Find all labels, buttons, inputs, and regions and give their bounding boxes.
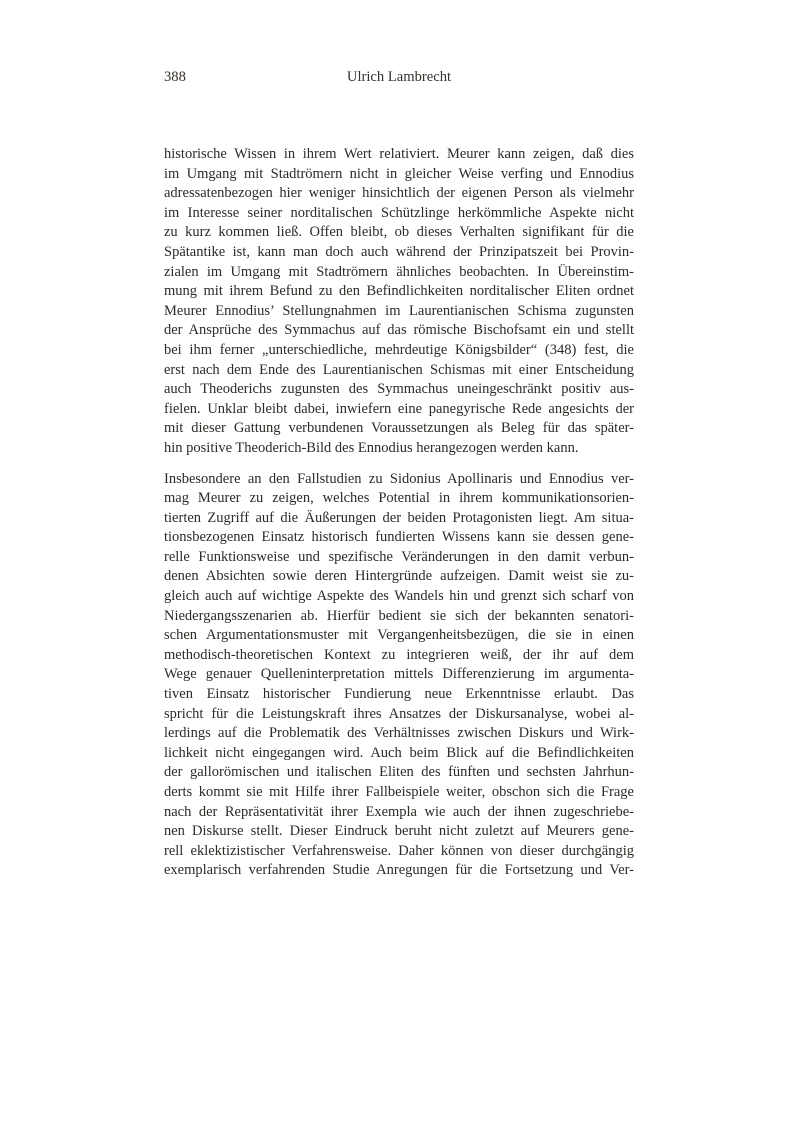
text-line: rell eklektizistischer Verfahrensweise. Daher können von dieser durchgängig [164,842,634,859]
text-line: tierten Zugriff auf die Äußerungen der beiden Protagonisten liegt. Am situa- [164,509,634,526]
text-line: exemplarisch verfahrenden Studie Anregungen für die Fortsetzung und Ver- [164,862,634,879]
text-line: tiven Einsatz historischer Fundierung neue Erkenntnisse erlaubt. Das [164,686,634,703]
text-line: erst nach dem Ende des Laurentianischen Schismas mit einer Entscheidung [164,361,634,378]
text-line: relle Funktionsweise und spezifische Veränderungen in den damit verbun- [164,548,634,565]
text-line: mag Meurer zu zeigen, welches Potential in ihrem kommunikationsorien- [164,490,634,507]
text-line: Insbesondere an den Fallstudien zu Sidonius Apollinaris und Ennodius ver- [164,470,634,487]
text-line: zu kurz kommen ließ. Offen bleibt, ob dieses Verhalten signifikant für die [164,224,634,241]
text-line: mung mit ihrem Befund zu den Befindlichkeiten norditalischer Eliten ordnet [164,283,634,300]
text-line: auch Theoderichs zugunsten des Symmachus uneingeschränkt positiv aus- [164,381,634,398]
text-line: derts kommt sie mit Hilfe ihrer Fallbeispiele weiter, obschon sich die Frage [164,784,634,800]
text-line: Spätantike ist, kann man doch auch während der Prinzipatszeit bei Provin- [164,243,634,260]
text-line: Niedergangsszenarien ab. Hierfür bedient sie sich der bekannten senatori- [164,607,634,624]
text-line: adressatenbezogen hier weniger hinsichtlich der eigenen Person als vielmehr [164,185,634,202]
text-line: bei ihm ferner „unterschiedliche, mehrdeutige Königsbilder“ (348) fest, die [164,341,634,358]
text-line: lerdings auf die Problematik des Verhältnisses zwischen Diskurs und Wirk- [164,725,634,742]
text-line: nen Diskurse stellt. Dieser Eindruck beruht nicht zuletzt auf Meurers gene- [164,823,634,840]
text-line: nach der Repräsentativität ihrer Exempla wie auch der ihnen zugeschriebe- [164,803,634,820]
text-line: denen Absichten sowie deren Hintergründe aufzeigen. Damit weist sie zu- [164,568,634,585]
text-line: historische Wissen in ihrem Wert relativiert. Meurer kann zeigen, daß dies [164,146,634,162]
text-line: methodisch-theoretischen Kontext zu integrieren weiß, der ihr auf dem [164,646,634,663]
text-line: der Ansprüche des Symmachus auf das römische Bischofsamt ein und stellt [164,322,634,339]
text-line: hin positive Theoderich-Bild des Ennodius herangezogen werden kann. [164,439,579,456]
text-line: schen Argumentationsmuster mit Vergangenheitsbezügen, die sie in einen [164,627,634,644]
text-line: mit dieser Gattung verbundenen Voraussetzungen als Beleg für das später- [164,420,634,437]
text-line: fielen. Unklar bleibt dabei, inwiefern eine panegyrische Rede angesichts der [164,400,634,417]
text-line: spricht für die Leistungskraft ihres Ansatzes der Diskursanalyse, wobei al- [164,705,634,722]
text-line: tionsbezogenen Einsatz historisch fundierten Wissens kann sie dessen gene- [164,529,634,546]
text-line: gleich auch auf wichtige Aspekte des Wandels hin und grenzt sich scharf von [164,588,634,605]
text-line: im Interesse seiner norditalischen Schützlinge herkömmliche Aspekte nicht [164,204,634,221]
text-line: der gallorömischen und italischen Eliten des fünften und sechsten Jahrhun- [164,764,634,781]
running-header [164,68,634,86]
text-line: lichkeit nicht eingegangen wird. Auch beim Blick auf die Befindlichkeiten [164,744,634,761]
page-number: 388 [164,69,186,85]
running-title: Ulrich Lambrecht [346,69,452,85]
text-line: im Umgang mit Stadtrömern nicht in gleicher Weise verfing und Ennodius [164,165,634,182]
text-line: zialen im Umgang mit Stadtrömern ähnliches beobachten. In Übereinstim- [164,263,634,280]
paragraph [164,145,634,459]
text-block [164,145,634,881]
paragraph [164,470,634,881]
text-line: Meurer Ennodius’ Stellungnahmen im Laurentianischen Schisma zugunsten [164,302,634,319]
text-line: Wege genauer Quelleninterpretation mittels Differenzierung im argumenta- [164,666,634,683]
